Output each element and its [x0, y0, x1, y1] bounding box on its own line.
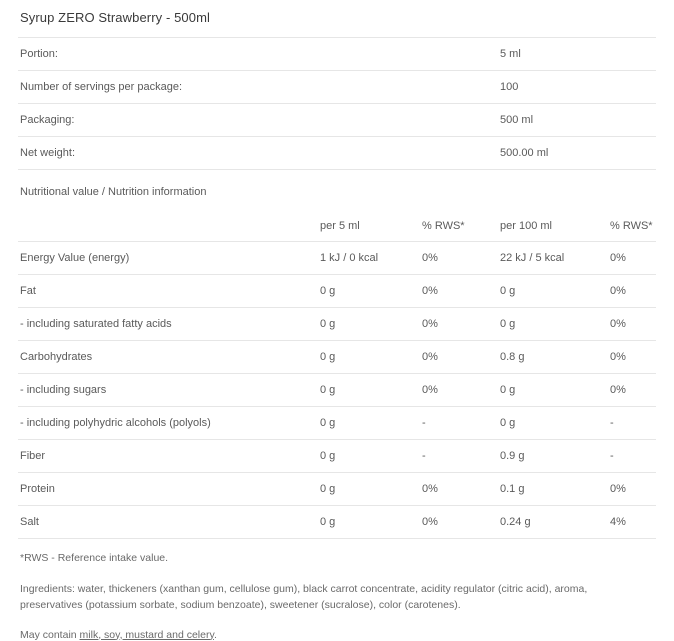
nutrient-per-serving: 0 g	[318, 407, 420, 440]
table-row	[18, 374, 656, 407]
nutrient-per-100: 0 g	[498, 275, 608, 308]
column-header-per-100: per 100 ml	[498, 212, 608, 242]
table-row	[18, 473, 656, 506]
nutrient-rws-100: 0%	[608, 242, 656, 275]
nutrient-rws-serving: 0%	[420, 374, 498, 407]
nutrient-rws-100: 0%	[608, 374, 656, 407]
nutrient-name: Energy Value (energy)	[18, 242, 318, 275]
table-row	[18, 440, 656, 473]
nutrient-per-serving: 0 g	[318, 374, 420, 407]
info-value: 100	[498, 71, 656, 104]
info-label: Net weight:	[18, 137, 498, 170]
may-contain-suffix: .	[213, 628, 217, 641]
nutrient-per-100: 0 g	[498, 308, 608, 341]
table-row	[18, 341, 656, 374]
nutrient-name: Salt	[18, 506, 318, 539]
nutrient-per-serving: 0 g	[318, 440, 420, 473]
info-label: Portion:	[18, 38, 498, 71]
nutrient-rws-serving: 0%	[420, 275, 498, 308]
nutrient-name: - including polyhydric alcohols (polyols)	[18, 407, 318, 440]
column-header-rws-serving: % RWS*	[420, 212, 498, 242]
nutrient-per-100: 0 g	[498, 407, 608, 440]
nutrient-per-100: 22 kJ / 5 kcal	[498, 242, 608, 275]
column-header-per-serving: per 5 ml	[318, 212, 420, 242]
nutrient-per-100: 0.24 g	[498, 506, 608, 539]
nutrient-per-serving: 0 g	[318, 506, 420, 539]
nutrition-table	[18, 212, 656, 539]
table-row	[18, 104, 656, 137]
nutrient-rws-serving: 0%	[420, 242, 498, 275]
column-header-name	[18, 212, 318, 242]
table-row	[18, 275, 656, 308]
nutrient-per-serving: 1 kJ / 0 kcal	[318, 242, 420, 275]
info-label: Packaging:	[18, 104, 498, 137]
table-header-row	[18, 212, 656, 242]
nutrient-rws-100: 0%	[608, 308, 656, 341]
nutrient-rws-serving: 0%	[420, 341, 498, 374]
table-row	[18, 137, 656, 170]
nutrient-rws-serving: 0%	[420, 308, 498, 341]
nutrient-per-serving: 0 g	[318, 308, 420, 341]
nutrient-rws-serving: -	[420, 407, 498, 440]
info-value: 500.00 ml	[498, 137, 656, 170]
table-row	[18, 407, 656, 440]
nutrient-rws-100: 0%	[608, 275, 656, 308]
nutrient-per-100: 0.8 g	[498, 341, 608, 374]
ingredients-text: Ingredients: water, thickeners (xanthan gum, cellulose gum), black carrot concentrate, acidity regulator (citric acid), aroma, preservatives (potassium sorbate, sodium benzoate), sweetener (sucralose), color (carotenes).	[20, 583, 588, 612]
nutrient-rws-serving: 0%	[420, 473, 498, 506]
nutrient-name: Protein	[18, 473, 318, 506]
nutrient-per-100: 0.9 g	[498, 440, 608, 473]
may-contain-prefix: May contain	[20, 628, 80, 641]
info-label: Number of servings per package:	[18, 71, 498, 104]
table-row	[18, 38, 656, 71]
table-row	[18, 308, 656, 341]
nutrient-per-100: 0.1 g	[498, 473, 608, 506]
table-row	[18, 242, 656, 275]
nutrient-rws-100: -	[608, 407, 656, 440]
may-contain-text	[18, 614, 656, 641]
product-info-table	[18, 37, 656, 170]
nutrient-rws-serving: 0%	[420, 506, 498, 539]
info-value: 5 ml	[498, 38, 656, 71]
nutrient-per-100: 0 g	[498, 374, 608, 407]
rws-footnote: *RWS - Reference intake value.	[20, 552, 169, 564]
nutrient-rws-100: -	[608, 440, 656, 473]
nutrient-rws-100: 0%	[608, 473, 656, 506]
nutrient-per-serving: 0 g	[318, 473, 420, 506]
table-row	[18, 506, 656, 539]
nutrient-per-serving: 0 g	[318, 275, 420, 308]
nutrient-name: Fiber	[18, 440, 318, 473]
allergen-list: milk, soy, mustard and celery	[79, 628, 214, 641]
nutrient-name: Fat	[18, 275, 318, 308]
column-header-rws-100: % RWS*	[608, 212, 656, 242]
nutrient-rws-serving: -	[420, 440, 498, 473]
nutrient-rws-100: 4%	[608, 506, 656, 539]
nutrient-rws-100: 0%	[608, 341, 656, 374]
nutrient-per-serving: 0 g	[318, 341, 420, 374]
page-title: Syrup ZERO Strawberry - 500ml	[20, 10, 211, 25]
nutrient-name: - including sugars	[18, 374, 318, 407]
nutrition-section-heading: Nutritional value / Nutrition information	[20, 186, 207, 198]
nutrient-name: Carbohydrates	[18, 341, 318, 374]
info-value: 500 ml	[498, 104, 656, 137]
nutrient-name: - including saturated fatty acids	[18, 308, 318, 341]
table-row	[18, 71, 656, 104]
